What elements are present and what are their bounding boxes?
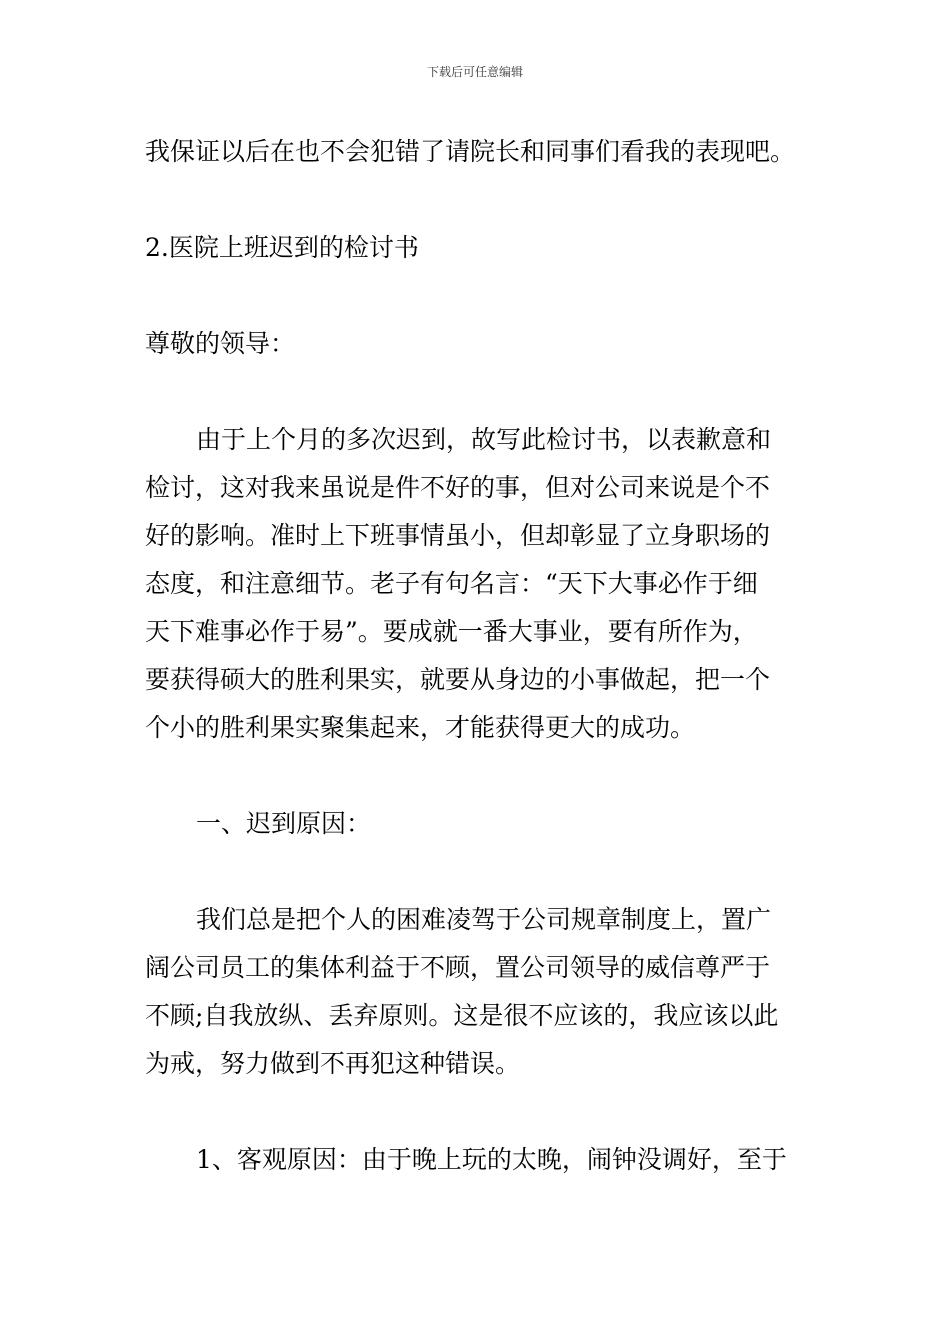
paragraph-gap <box>145 176 807 224</box>
paragraph-line: 我们总是把个人的困难凌驾于公司规章制度上，置广 <box>196 905 772 934</box>
paragraph-line: 阔公司员工的集体利益于不顾，置公司领导的威信尊严于 <box>145 953 771 982</box>
paragraph-line: 不顾;自我放纵、丢弃原则。这是很不应该的，我应该以此 <box>145 1001 779 1030</box>
paragraph-gap <box>145 368 807 416</box>
paragraph-gap <box>145 1088 807 1136</box>
subsection-heading: 一、迟到原因： <box>196 809 372 838</box>
paragraph-line: 由于上个月的多次迟到，故写此检讨书，以表歉意和 <box>196 425 772 454</box>
document-body <box>145 128 807 1184</box>
paragraph-line: 好的影响。准时上下班事情虽小，但却彰显了立身职场的 <box>145 521 771 550</box>
paragraph-gap <box>145 272 807 320</box>
paragraph-line: 检讨，这对我来虽说是件不好的事，但对公司来说是个不 <box>145 473 771 502</box>
paragraph-line: 天下难事必作于易”。要成就一番大事业，要有所作为， <box>145 617 758 646</box>
paragraph-gap <box>145 752 807 800</box>
section-heading: 2.医院上班迟到的检讨书 <box>145 233 419 262</box>
paragraph-line: 1、客观原因：由于晚上玩的太晚，闹钟没调好，至于 <box>196 1145 787 1174</box>
paragraph-line: 我保证以后在也不会犯错了请院长和同事们看我的表现吧。 <box>145 137 796 166</box>
page-header: 下载后可任意编辑 <box>426 65 523 79</box>
paragraph-line: 态度，和注意细节。老子有句名言：“天下大事必作于细 <box>145 569 758 598</box>
salutation: 尊敬的领导： <box>145 329 296 358</box>
paragraph-gap <box>145 848 807 896</box>
paragraph-line: 个小的胜利果实聚集起来，才能获得更大的成功。 <box>145 713 696 742</box>
paragraph-line: 要获得硕大的胜利果实，就要从身边的小事做起，把一个 <box>145 665 771 694</box>
paragraph-line: 为戒，努力做到不再犯这种错误。 <box>145 1049 521 1078</box>
